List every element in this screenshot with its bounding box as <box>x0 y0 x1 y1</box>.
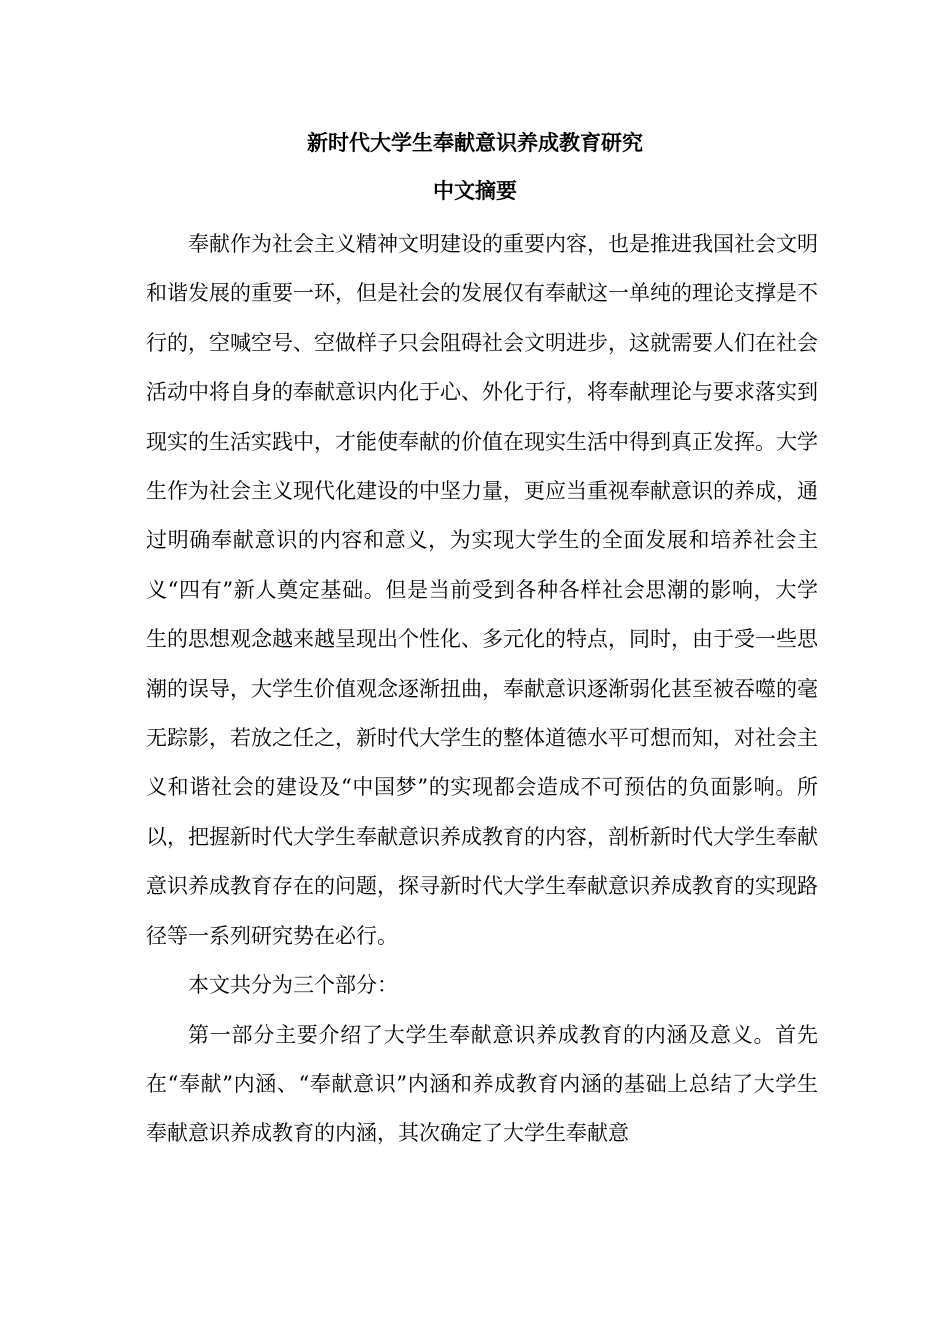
paragraph-structure: 本文共分为三个部分： <box>188 973 398 998</box>
section-heading: 中文摘要 <box>433 179 517 203</box>
abstract-body <box>146 220 818 1159</box>
paragraph-intro: 奉献作为社会主义精神文明建设的重要内容，也是推进我国社会文明和谐发展的重要一环，但是社会的发展仅有奉献这一单纯的理论支撑是不行的，空喊空号、空做样子只会阻碍社会文明进步，这就需要人们在社会活动中将自身的奉献意识内化于心、外化于行，将奉献理论与要求落实到现实的生活实践中，才能使奉献的价值在现实生活中得到真正发挥。大学生作为社会主义现代化建设的中坚力量，更应当重视奉献意识的养成，通过明确奉献意识的内容和意义，为实现大学生的全面发展和培养社会主义“四有”新人奠定基础。但是当前受到各种各样社会思潮的影响，大学生的思想观念越来越呈现出个性化、多元化的特点，同时，由于受一些思潮的误导，大学生价值观念逐渐扭曲，奉献意识逐渐弱化甚至被吞噬的毫无踪影，若放之任之，新时代大学生的整体道德水平可想而知，对社会主义和谐社会的建设及“中国梦”的实现都会造成不可预估的负面影响。所以，把握新时代大学生奉献意识养成教育的内容，剖析新时代大学生奉献意识养成教育存在的问题，探寻新时代大学生奉献意识养成教育的实现路径等一系列研究势在必行。 <box>146 232 818 948</box>
document-title: 新时代大学生奉献意识养成教育研究 <box>307 131 643 155</box>
paragraph-part-one: 第一部分主要介绍了大学生奉献意识养成教育的内涵及意义。首先在“奉献”内涵、“奉献意识”内涵和养成教育内涵的基础上总结了大学生奉献意识养成教育的内涵，其次确定了大学生奉献意 <box>146 1022 818 1146</box>
